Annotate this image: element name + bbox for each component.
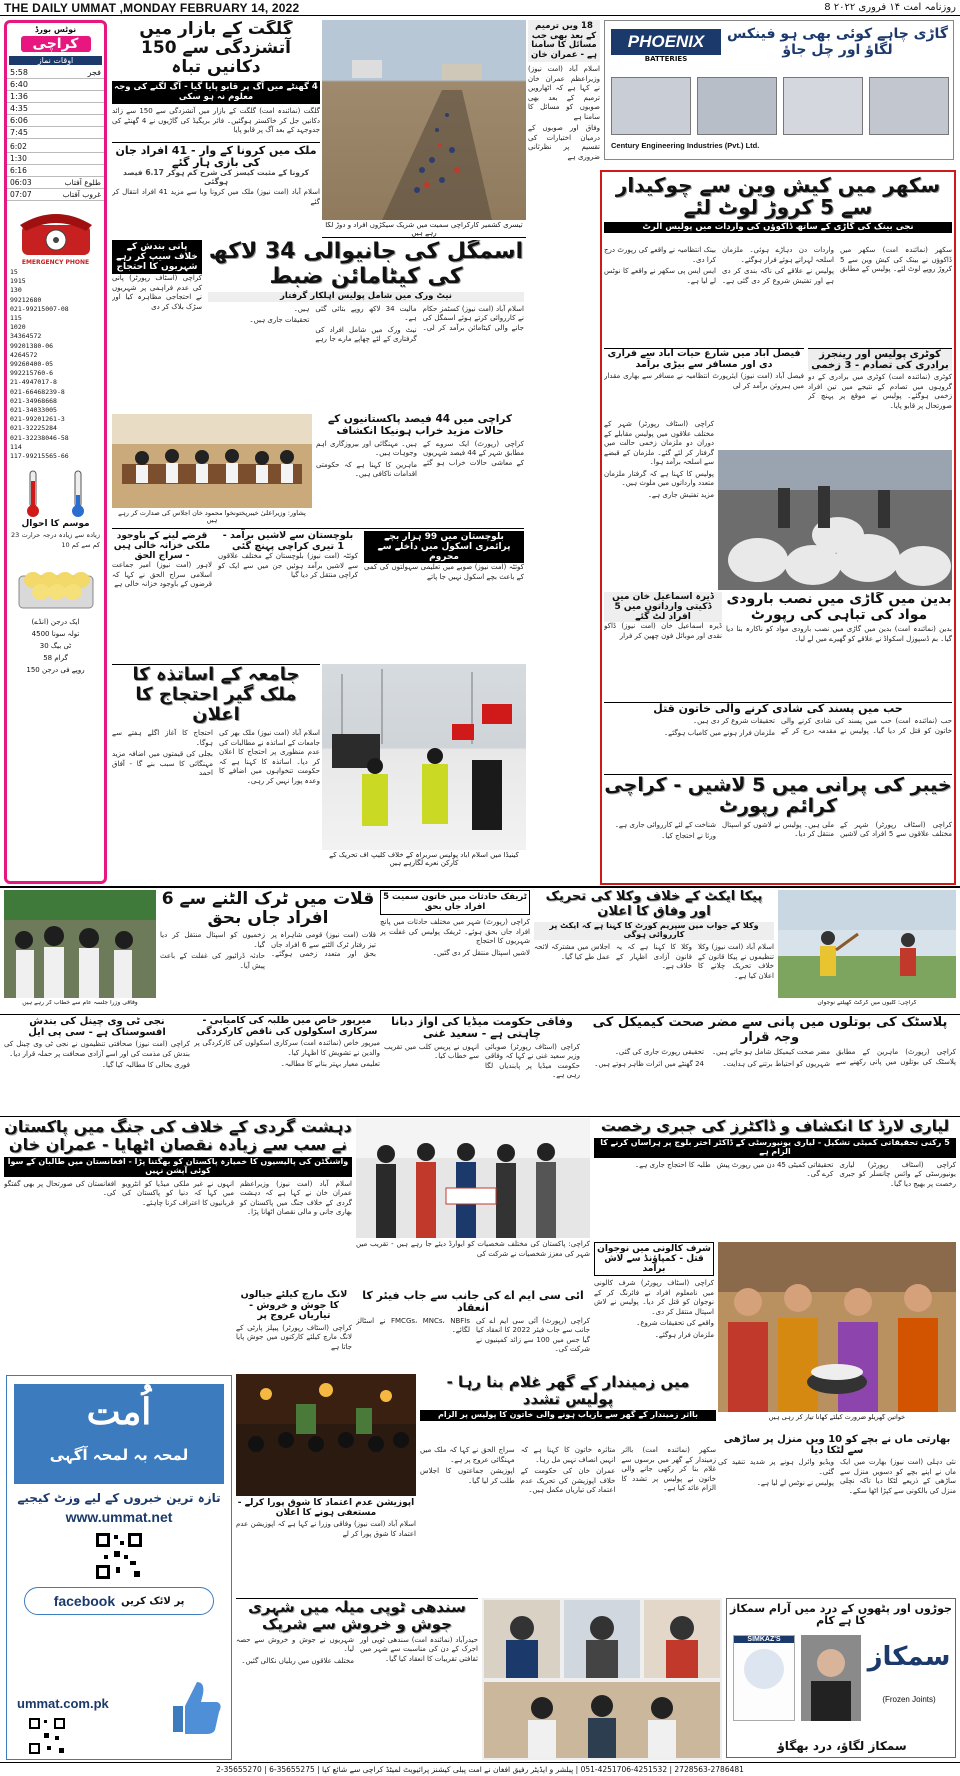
sun-time-row	[7, 189, 104, 201]
prayer-time-row	[7, 115, 104, 127]
section-divider	[0, 1116, 960, 1117]
night-rally-photo	[236, 1374, 416, 1496]
smuggling-headline: اسمگل کی جانیوالی 34 لاکھ کی کیٹامائن ضبط	[208, 240, 524, 289]
emergency-phone-number: 021-32238046-58	[10, 433, 69, 442]
balochistan-row	[112, 528, 524, 662]
water-shortage-box: پانی بندش کے خلاف سیپ کر رہے شہریوں کا احتجاج کراچی (اسٹاف رپورٹر) پانی کی عدم فراہمی پر شہریوں نے احتجاجی مظاہرہ کیا اور سڑک بلاک کر دی	[112, 242, 202, 311]
hub-headline: حب میں پسند کی شادی کرنے والی خاتون قتل	[653, 702, 903, 715]
teachers-story: جامعہ کے اساتذہ کا ملک گیر احتجاج کا اعلان اسلام آباد (امت نیوز) ملک بھر کی جامعات کے اساتذہ نے مطالبات کی عدم منظوری پر احتجاج کا اعلان کر دیا۔ اساتذہ کا کہنا ہے کہ حکومت تنخواہوں میں اضافے کا وعدہ پورا نہیں کر رہی۔ احتجاج کا آغاز اگلے ہفتے سے ہوگا۔ بجلی کی قیمتوں میں اضافہ مزید مہنگائی کا سبب بنے گا - آفاق احمد	[112, 664, 320, 884]
car-image	[783, 77, 863, 135]
terror-story: دہشت گردی کے خلاف کی جنگ میں پاکستان نے سب سے زیادہ نقصان اٹھایا - عمران خان واشنگٹن کی پالیسیوں کا خمیازہ پاکستان کو بھگتنا پڑا - افغانستان میں طالبان کے سوا کوئی آپشن نہیں اسلام آباد (امت نیوز) وزیراعظم عمران خان نے کہا ہے کہ دہشت گردی کے خلاف جنگ میں پاکستان کو بھاری جانی و مالی نقصان اٹھانا پڑا۔ انہوں نے غیر ملکی میڈیا کو انٹرویو میں کہا کہ دنیا کو پاکستان کی قربانیوں کا اعتراف کرنا چاہئے۔ افغانستان کی صورتحال پر بھی گفتگو کی۔	[4, 1118, 352, 1217]
terror-headline: دہشت گردی کے خلاف کی جنگ میں پاکستان نے سب سے زیادہ نقصان اٹھایا - عمران خان	[4, 1118, 352, 1154]
job-fair-headline: آئی سی ایم اے کی جانب سے جاب فیئر کا انعقاد	[362, 1290, 584, 1315]
eggs-label: ایک درجن (انڈے)	[31, 618, 80, 627]
phoenix-company: Century Engineering Industries (Pvt.) Ltd.	[611, 141, 760, 150]
footer-contacts: 2728563-2786481 | 051-4251706-4251532 | پبلشر و ایڈیٹر رفیق افغان نے امت پبلی کیشنز پرائیویٹ لمیٹڈ کراچی سے شائع کیا | 35655275-6 | 35655270-2	[0, 1762, 960, 1776]
sindhi-topi-headline: سندھی ٹوپی میلہ میں شہری جوش و خروش سے شریک	[248, 1598, 466, 1633]
gas-price: 30	[39, 642, 49, 651]
long-march-story: لانگ مارچ کیلئے جیالوں کا جوش و خروش - تیاریاں عروج پر کراچی (اسٹاف رپورٹر) پیپلز پارٹی کے لانگ مارچ کیلئے کارکنوں میں جوش پایا جاتا ہے	[236, 1290, 352, 1351]
budget-headline: قرضے لینے کے باوجود ملکی خزانہ خالی ہیں - سراج الحق	[113, 531, 211, 562]
emergency-phone-number: 115	[10, 314, 22, 323]
facebook-like-button[interactable]	[24, 1587, 214, 1615]
phoenix-brand: PHOENIX	[611, 29, 721, 55]
phoenix-urdu-slogan: گاڑی چاہے کوئی بھی ہو فینکس لگاؤ اور چل جاؤ	[727, 26, 948, 58]
quetta-headline: قلات میں ٹرک الٹنے سے 6 افراد جاں بحق	[161, 890, 375, 929]
sharf-story: شرف کالونی میں نوجوان قتل - کمپاؤنڈ سے لاش برآمد کراچی (اسٹاف رپورٹر) شرف کالونی میں نامعلوم افراد نے فائرنگ کر کے نوجوان کو قتل کر دیا۔ پولیس نے لاش اسپتال منتقل کر دی۔ واقعے کی تحقیقات شروع۔ ملزمان فرار ہوگئے۔	[594, 1244, 714, 1339]
protest-caption: کینیڈا میں اسلام آباد پولیس سربراہ کے خلاف کلیپ آف تحریک کے کارکن نعرے لگارہے ہیں	[329, 852, 519, 867]
thermometers	[11, 469, 100, 519]
faisalabad-story: فیصل آباد میں شارع حیات آباد سے فراری دی اور مسافر سے بیڑی برآمد فیصل آباد (امت نیوز) ایئرپورٹ انتظامیہ نے مسافر سے بھاری مقدار میں ہیروئن برآمد کر لی	[604, 348, 804, 418]
hub-story: حب میں پسند کی شادی کرنے والی خاتون قتل حب (نمائندہ امت) حب میں پسند کی شادی کرنے والی خاتون کو قتل کر دیا گیا۔ پولیس نے مقدمہ درج کر کے تحقیقات شروع کر دی ہیں۔ ملزمان فرار ہونے میں کامیاب ہوگئے۔	[604, 702, 952, 772]
meeting-photo	[112, 414, 312, 508]
rally-caption-box: وفاقی وزرا جلسہ عام سے خطاب کر رہے ہیں	[22, 1000, 138, 1006]
kashmir-march-photo	[322, 20, 526, 220]
emergency-phone-number: 4264572	[10, 350, 38, 359]
karachi-statistics-story: کراچی میں 44 فیصد پاکستانیوں کے حالات مزید خراب ہونیکا انکشاف کراچی (رپورٹ) ایک سروے کے مطابق شہر کے 44 فیصد شہریوں کے معاشی حالات خراب ہو گئے ہیں۔ مہنگائی اور بیروزگاری اہم وجوہات ہیں۔ ماہرین کا کہنا ہے کہ حکومتی اقدامات ناکافی ہیں۔	[316, 414, 524, 478]
sun-time-label: غروب آفتاب	[62, 190, 101, 199]
phoenix-product-strip	[611, 77, 949, 135]
eggs-icon	[17, 556, 95, 612]
school-story: بلوچستان میں 99 ہزار بچے پرائمری اسکول میں داخلے سے محروم کوئٹہ (امت نیوز) صوبے میں تعلیمی سہولتوں کی کمی کے باعث بچے اسکول نہیں جا پاتے	[364, 532, 524, 581]
prayer-time: 6:40	[10, 80, 28, 89]
emergency-phone-list	[7, 266, 104, 463]
prayer-time: 4:35	[10, 104, 28, 113]
covid-headline: ملک میں کرونا کے وار - 41 افراد جان کی بازی ہار گئے	[112, 142, 320, 170]
sun-time-value: 6:16	[10, 166, 27, 175]
sun-time-row	[7, 153, 104, 165]
ummat-visit-text: تازہ ترین خبروں کے لیے وزٹ کیجیے	[17, 1491, 221, 1505]
thermometer-cold-icon	[67, 469, 89, 519]
masthead	[0, 0, 960, 16]
prayer-times-title: اوقات نماز	[9, 56, 102, 65]
lyari-story: لیاری لارڈ کا انکشاف و ڈاکٹرز کی جبری رخصت 5 رکنی تحقیقاتی کمیٹی تشکیل - لیاری یونیورسٹی کے ڈاکٹر اختر بلوچ پر ہراساں کرنے کا الزام ہے کراچی (اسٹاف رپورٹر) لیاری یونیورسٹی کے وائس چانسلر کو جبری رخصت پر بھیج دیا گیا۔ تحقیقاتی کمیٹی 45 دن میں رپورٹ پیش کرے گی۔ طلبہ کا احتجاج جاری ہے۔	[594, 1118, 956, 1240]
facebook-label: facebook	[53, 1593, 116, 1610]
gilgit-subheadline: 4 گھنٹے میں آگ پر قابو پایا گیا - آگ لگنے کی وجہ معلوم نہ ہو سکی	[112, 81, 320, 104]
sun-time-row	[7, 141, 104, 153]
sukkur-body: سکھر (نمائندہ امت) سکھر میں ڈاکوؤں نے بینک کی کیش وین سے 5 کروڑ روپے لوٹ لئے۔ پولیس کے مطابق واردات دن دہاڑے ہوئی۔ ملزمان اسلحہ لہراتے ہوئے فرار ہوگئے۔ پولیس نے علاقے کی ناکہ بندی کر دی ہے اور تفتیش شروع کر دی گئی ہے۔ بینک انتظامیہ نے واقعے کی رپورٹ درج کرا دی۔ ایس ایس پی سکھر نے واقعے کا نوٹس لے لیا ہے۔	[604, 246, 952, 285]
city-badge: کراچی	[21, 36, 91, 52]
march-caption-box	[322, 222, 526, 238]
award-ceremony-photo	[356, 1118, 590, 1238]
flour-price: 150	[26, 666, 40, 675]
weather-text: زیادہ سے زیادہ درجہ حرارت 23 کم سے کم 10	[11, 531, 100, 549]
protest-caption-box	[322, 852, 526, 884]
sun-time-value: 06:03	[10, 178, 32, 187]
emergency-phone-number: 114	[10, 442, 22, 451]
left-crime-column: کراچی (اسٹاف رپورٹر) شہر کے مختلف علاقوں میں پولیس مقابلے کے دوران دو ملزمان زخمی حالت میں گرفتار کر لئے گئے۔ ملزمان کے قبضے سے اسلحہ برآمد ہوا۔ پولیس کا کہنا ہے کہ گرفتار ملزمان متعدد وارداتوں میں ملوث ہیں۔ مزید تفتیش جاری ہے۔	[604, 420, 714, 499]
prayer-time: 5:58	[10, 68, 28, 77]
opposition-story: اپوزیشن عدم اعتماد کا شوق پورا کرلے - مستعفی ہونے کا اعلان اسلام آباد (امت نیوز) وفاقی وزرا نے کہا ہے کہ اپوزیشن عدم اعتماد کا شوق پورا کر لے	[236, 1498, 416, 1538]
emergency-phone-number: 021-34033005	[10, 406, 57, 415]
plastic-story: پلاسٹک کی بوتلوں میں پانی سے مضر صحت کیمیکل کی وجہ قرار کراچی (رپورٹ) ماہرین کے مطابق پلاسٹک کی بوتلوں میں پانی رکھنے سے مضر صحت کیمیکل شامل ہو جاتے ہیں۔ شہریوں کو احتیاط برتنے کی ہدایت۔ تحقیقی رپورٹ جاری کی گئی۔ 24 گھنٹے میں اثرات ظاہر ہوتے ہیں۔	[584, 1016, 956, 1114]
mobile-story: پیکا ایکٹ کے خلاف وکلا کی تحریک اور وفاق کا اعلان وکلا کے جواب میں سپریم کورٹ کا کہنا ہے کہ ایکٹ پر کارروائی ہوگی اسلام آباد (امت نیوز) وکلا تنظیموں نے پیکا قانون کے خلاف تحریک چلانے کا اعلان کیا ہے۔ وکلا کا کہنا ہے کہ یہ قانون آزادی اظہار کے خلاف ہے۔ اجلاس میں مشترکہ لائحہ عمل طے کیا گیا۔	[534, 890, 774, 980]
cricket-photo	[778, 890, 956, 998]
badin-headline: بدین میں گاڑی میں نصب بارودی مواد کی تباہی کی رپورٹ	[726, 592, 952, 623]
lyari-headline: لیاری لارڈ کا انکشاف و ڈاکٹرز کی جبری رخصت	[600, 1118, 950, 1135]
emergency-label: EMERGENCY PHONE	[21, 259, 90, 266]
section-divider	[0, 886, 960, 888]
prayer-time: 7:45	[10, 128, 28, 137]
kotri-story: کوٹری پولیس اور رینجرز برادری کی تصادم - 3 زخمی کوٹری (نمائندہ امت) کوٹری میں برادری کے دو گروہوں میں تصادم کے نتیجے میں تین افراد زخمی ہوگئے۔ پولیس نے موقع پر پہنچ کر صورتحال پر قابو پایا۔	[808, 348, 952, 448]
prayer-time: 1:36	[10, 92, 28, 101]
covid-subheadline: کرونا کے مثبت کیسز کی شرح کم ہوکر 6.17 فیصد ہوگئی	[123, 168, 309, 186]
collage-photo	[482, 1598, 722, 1760]
award-story: کراچی: پاکستان کی مختلف شخصیات کو ایوارڈ دیئے جا رہے ہیں - تقریب میں شہر کی معزز شخصیات نے شرکت کی	[356, 1240, 590, 1258]
emergency-phone-number: 992215760-6	[10, 369, 54, 378]
emergency-phone-number: 021-34968668	[10, 396, 57, 405]
battery-image	[611, 77, 691, 135]
sun-time-value: 07:07	[10, 190, 32, 199]
facebook-like-text: پر لائک کریں	[121, 1595, 185, 1607]
sun-times-table	[7, 141, 104, 201]
rally-photo	[4, 890, 156, 998]
dera-ismail-story: ڈیرہ اسماعیل خان میں ڈکیتی وارداتوں میں 5 افراد لٹ گئے ڈیرہ اسماعیل خان (امت نیوز) ڈاکو نقدی اور موبائل فون چھین کر فرار	[604, 592, 722, 640]
battery-image	[697, 77, 777, 135]
simkaz-slogan: سمکاز لگاؤ، درد بھگاؤ	[777, 1738, 907, 1753]
balochistan-headline: بلوچستان سے لاشیں برآمد - 1 تیری کراچی پہنچ گئی	[222, 530, 354, 552]
telephone-icon	[16, 207, 96, 257]
canada-protest-photo	[322, 664, 526, 850]
prayer-time: 6:06	[10, 116, 28, 125]
kk-headline: خیبر کی پرانی میں 5 لاشیں - کراچی کرائم رپورٹ	[604, 774, 952, 818]
ummat-promo-ad[interactable]	[6, 1375, 232, 1760]
ummat-pk-link[interactable]: ummat.com.pk	[17, 1696, 109, 1711]
landlord-story: میں زمیندار کے گھر غلام بنا رہا - پولیس تشدد بااثر زمیندار کے گھر سے بازیاب ہونے والی خاتون کا پولیس پر الزام	[420, 1374, 716, 1444]
section-divider	[0, 1014, 960, 1015]
smuggling-story: پانی بندش کے خلاف سیپ کر رہے شہریوں کا احتجاج کراچی (اسٹاف رپورٹر) پانی کی عدم فراہمی پر شہریوں نے احتجاجی مظاہرہ کیا اور سڑک بلاک کر دی اسمگل کی جانیوالی 34 لاکھ کی کیٹامائن ضبط نیٹ ورک میں شامل پولیس اہلکار گرفتار اسلام آباد (امت نیوز) کسٹمز حکام نے کارروائی کرتے ہوئے اسمگل کی جانے والی کیٹامائن برآمد کر لی۔ مالیت 34 لاکھ روپے بتائی گئی ہے۔ نیٹ ورک میں شامل افراد کی گرفتاری کے لئے چھاپے مارے جا رہے ہیں۔ تحقیقات جاری ہیں۔	[112, 240, 524, 344]
balochistan-story: بلوچستان سے لاشیں برآمد - 1 تیری کراچی پہنچ گئی کوئٹہ (امت نیوز) بلوچستان کے مختلف علاقوں سے لاشیں برآمد ہوئیں جن میں سے ایک کو کراچی منتقل کر دیا گیا	[218, 530, 358, 580]
car-image	[869, 77, 949, 135]
prayer-time-row	[7, 79, 104, 91]
emergency-phone-number: 99201380-06	[10, 341, 54, 350]
meeting-caption-box: پشاور: وزیراعلیٰ خیبرپختونخوا محمود خان اجلاس کی صدارت کر رہے ہیں	[118, 510, 306, 524]
emergency-phone-number: 99260400-05	[10, 360, 54, 369]
women-caption-box: خواتین گھریلو ضرورت کیلئے کھانا تیار کر رہی ہیں	[768, 1414, 906, 1421]
sindhi-topi-story: سندھی ٹوپی میلہ میں شہری جوش و خروش سے شریک حیدرآباد (نمائندہ امت) سندھی ٹوپی اور اجرک کے دن کی مناسبت سے شہر میں ثقافتی تقریبات کا انعقاد کیا گیا۔ شہریوں نے جوش و خروش سے حصہ لیا۔ مختلف علاقوں میں ریلیاں نکالی گئیں۔	[236, 1598, 478, 1760]
sun-time-value: 1:30	[10, 154, 27, 163]
emergency-phone-number: 021-66468239-8	[10, 387, 65, 396]
amendment-headline: 18 ویں ترمیم کے بعد بھی جب مسائل کا سامنا ہے - عمران خان	[528, 20, 600, 62]
prayer-time-row	[7, 91, 104, 103]
masthead-urdu-date: روزنامہ امت ۱۴ فروری ۲۰۲۲ 8	[824, 2, 956, 13]
badin-story: ڈیرہ اسماعیل خان میں ڈکیتی وارداتوں میں 5 افراد لٹ گئے ڈیرہ اسماعیل خان (امت نیوز) ڈاکو نقدی اور موبائل فون چھین کر فرار بدین میں گاڑی میں نصب بارودی مواد کی تباہی کی رپورٹ بدین (نمائندہ امت) بدین میں گاڑی میں نصب بارودی مواد کو ناکارہ بنا دیا گیا۔ بم ڈسپوزل اسکواڈ نے علاقے کو گھیرے میں لے لیا۔	[604, 592, 952, 700]
gold-price: 4500	[31, 630, 50, 639]
kk-story: خیبر کی پرانی میں 5 لاشیں - کراچی کرائم رپورٹ کراچی (اسٹاف رپورٹر) شہر کے مختلف علاقوں سے 5 افراد کی لاشیں ملی ہیں۔ پولیس نے لاشوں کو اسپتال منتقل کر دیا۔ شناخت کے لئے کارروائی جاری ہے۔ ورثا نے احتجاج کیا۔	[604, 774, 952, 882]
karachi-stats-headline: کراچی میں 44 فیصد پاکستانیوں کے حالات مزید خراب ہونیکا انکشاف	[327, 414, 513, 437]
weather-temp: 23	[11, 531, 20, 540]
prayer-time-row	[7, 103, 104, 115]
student-story: ٹریفک حادثات میں خاتون سمیت 5 افراد جاں بحق کراچی (رپورٹ) شہر میں مختلف حادثات میں پانچ افراد جاں بحق ہوئے۔ ٹریفک پولیس کی غفلت پر شہریوں کا احتجاج لاشیں اسپتال منتقل کر دی گئیں۔	[380, 892, 530, 957]
amendment-story: 18 ویں ترمیم کے بعد بھی جب مسائل کا سامنا ہے - عمران خان اسلام آباد (امت نیوز) وزیراعظم عمران خان نے کہا ہے کہ اٹھارویں ترمیم کے بعد بھی صوبوں کو مسائل کا سامنا ہے وفاق اور صوبوں کے درمیان اختیارات کی تقسیم پر نظرثانی ضروری ہے	[528, 21, 600, 161]
prayer-time-row	[7, 127, 104, 139]
sun-time-row	[7, 165, 104, 177]
ummat-tagline: لمحہ بہ لمحہ آگہی	[49, 1446, 189, 1464]
doctor-portrait	[801, 1635, 861, 1721]
masthead-title: THE DAILY UMMAT ,MONDAY FEBRUARY 14, 2022	[4, 0, 300, 15]
landlord-headline: میں زمیندار کے گھر غلام بنا رہا - پولیس تشدد	[446, 1374, 690, 1408]
emergency-phone-number: 1915	[10, 277, 26, 286]
weather-low: 10	[61, 540, 70, 549]
meat-price: 58	[43, 654, 53, 663]
faisalabad-headline: فیصل آباد میں شارع حیات آباد سے فراری دی اور مسافر سے بیڑی برآمد	[607, 348, 801, 370]
simkaz-product-box: SIMKAZ'S	[733, 1635, 795, 1721]
notice-board-sidebar	[4, 20, 107, 884]
plastic-headline: پلاسٹک کی بوتلوں میں پانی سے مضر صحت کیمیکل کی وجہ قرار	[592, 1016, 948, 1045]
landlord-body: سکھر (نمائندہ امت) بااثر زمیندار کے گھر میں برسوں سے غلام بنا کر رکھی جانے والی خاتون نے پولیس پر تشدد کا الزام عائد کیا ہے۔ متاثرہ خاتون کا کہنا ہے کہ انہیں انصاف نہیں مل رہا۔ عمران خان کی حکومت کے خلاف اپوزیشن کی تحریک عدم اعتماد کی تیاریاں مکمل ہیں۔ سراج الحق نے کہا کہ ملک میں مہنگائی عروج پر ہے۔ اپوزیشن جماعتوں کا اجلاس طلب کر لیا گیا۔	[420, 1446, 716, 1494]
emergency-phone-number: 99212680	[10, 295, 42, 304]
smuggling-subheadline: نیٹ ورک میں شامل پولیس اہلکار گرفتار	[208, 292, 524, 302]
phoenix-tagline: BATTERIES	[644, 55, 688, 63]
students-story: میرپور خاص میں طلبہ کی کامیابی - سرکاری اسکولوں کی ناقص کارکردگی میرپور خاص (نمائندہ امت) سرکاری اسکولوں کی کارکردگی پر والدین نے تشویش کا اظہار کیا۔ تعلیمی معیار بہتر بنانے کا مطالبہ۔	[194, 1016, 380, 1069]
sukkur-subheadline: نجی بینک کی گاڑی کے ساتھ ڈاکوؤں کی واردات میں پولیس الرٹ	[604, 222, 952, 234]
media-headline: وفاقی حکومت میڈیا کی آواز دبانا چاہتی ہے - سعید غنی	[391, 1016, 573, 1041]
balcony-story: بھارتی ماں نے بچے کو 10 ویں منزل پر ساڑھی سے لٹکا دیا نئی دہلی (امت نیوز) بھارت میں ایک ماں نے اپنے بچے کو دسویں منزل سے ساڑھی کے ذریعے لٹکا دیا تاکہ نچلی منزل کی بالکونی سے کپڑا اٹھا سکے۔ ویڈیو وائرل ہونے پر شدید تنقید کی گئی۔ پولیس نے نوٹس لے لیا ہے۔	[718, 1434, 956, 1495]
kotri-headline: کوٹری پولیس اور رینجرز برادری کی تصادم - 3 زخمی	[808, 349, 952, 371]
mobile-headline: پیکا ایکٹ کے خلاف وکلا کی تحریک اور وفاق کا اعلان	[545, 890, 763, 919]
notice-board-label: نوٹس بورڈ	[34, 25, 77, 34]
women-cooking-photo	[718, 1242, 956, 1412]
sun-time-row	[7, 177, 104, 189]
budget-story: قرضے لینے کے باوجود ملکی خزانہ خالی ہیں - سراج الحق لاہور (امت نیوز) امیر جماعت اسلامی سراج الحق نے کہا کہ قرضوں کے باوجود خزانہ خالی ہے	[112, 531, 212, 589]
ummat-logo	[14, 1384, 224, 1484]
sukkur-cash-story	[604, 174, 952, 244]
simkaz-ad[interactable]	[726, 1598, 956, 1758]
cpec-story: نجی ٹی وی چینل کی بندش افسوسناک ہے - سی پی ایل کراچی (امت نیوز) صحافتی تنظیموں نے نجی ٹی وی چینل کی بندش کی مذمت کی اور اسے آزادی صحافت پر حملہ قرار دیا۔ فوری بحالی کا مطالبہ کیا گیا۔	[4, 1016, 190, 1070]
qr-code-icon[interactable]	[94, 1531, 144, 1581]
sukkur-headline: سکھر میں کیش وین سے چوکیدار سے 5 کروڑ لوٹ لئے	[615, 174, 941, 220]
simkaz-headline: جوڑوں اور پٹھوں کے درد میں آرام سمکاز کا ہے کام	[730, 1602, 952, 1628]
media-story: وفاقی حکومت میڈیا کی آواز دبانا چاہتی ہے - سعید غنی کراچی (اسٹاف رپورٹر) صوبائی وزیر سعید غنی نے کہا کہ وفاقی حکومت میڈیا پر پابندیاں لگا رہی ہے۔ انہوں نے پریس کلب میں تقریب سے خطاب کیا۔	[384, 1016, 580, 1080]
emergency-phone-number: 021-99201261-3	[10, 415, 65, 424]
long-march-headline: لانگ مارچ کیلئے جیالوں کا جوش و خروش - تیاریاں عروج پر	[240, 1290, 348, 1322]
ummat-website-link[interactable]: www.ummat.net	[65, 1509, 173, 1526]
simkaz-brand: سمکاز	[867, 1642, 951, 1672]
emergency-phone-number: 021-99215007-08	[10, 304, 69, 313]
job-fair-story: آئی سی ایم اے کی جانب سے جاب فیئر کا انعقاد کراچی (رپورٹ) آئی سی ایم اے کی جانب سے جاب فیئر 2022 کا انعقاد کیا گیا جس میں 100 سے زائد کمپنیوں نے شرکت کی۔ FMCGs، MNCs، NBFIs نے اسٹالز لگائے۔	[356, 1290, 590, 1354]
gilgit-fire-story: گلگت کے بازار میں آتشزدگی سے 150 دکانیں تباہ 4 گھنٹے میں آگ پر قابو پایا گیا - آگ لگنے کی وجہ معلوم نہ ہو سکی گلگت (نمائندہ امت) گلگت کے بازار میں آتشزدگی سے 150 سے زائد دکانیں جل کر خاکستر ہوگئیں۔ فائر بریگیڈ کی گاڑیوں نے 4 گھنٹے کی جدوجہد کے بعد آگ پر قابو پایا ملک میں کرونا کے وار - 41 افراد جان کی بازی ہار گئے کرونا کے مثبت کیسز کی شرح کم ہوکر 6.17 فیصد ہوگئی اسلام آباد (امت نیوز) ملک میں کرونا وبا سے مزید 41 افراد انتقال کر گئے	[112, 20, 320, 206]
cricket-caption-box: کراچی: گلیوں میں کرکٹ کھیلتے نوجوان	[817, 1000, 917, 1006]
emergency-phone-number: 117-99215565-66	[10, 452, 69, 461]
emergency-phone-number: 021-32225284	[10, 424, 57, 433]
teachers-headline: جامعہ کے اساتذہ کا ملک گیر احتجاج کا اعلان	[132, 664, 300, 726]
weather-title: موسم کا احوال	[21, 519, 90, 530]
emergency-phone-number: 21-4947017-8	[10, 378, 57, 387]
qr-code-icon[interactable]	[27, 1716, 67, 1756]
sun-time-label: طلوع آفتاب	[64, 178, 101, 187]
simkaz-sub: (Frozen Joints)	[882, 1695, 936, 1704]
thermometer-hot-icon	[22, 469, 44, 519]
phoenix-battery-ad[interactable]	[604, 20, 954, 160]
price-list: ایک درجن (انڈے) تولہ سونا 4500 ٹی بیگ 30 گرام 58 روپے فی درجن 150	[7, 616, 104, 676]
sun-time-value: 6:02	[10, 142, 27, 151]
emergency-phone-number: 15	[10, 268, 18, 276]
march-caption: تیسری کشمیر کارکراچی سمیت میں شریک سیکڑوں افراد و دوڑ لگا رہے ہیں	[325, 222, 523, 237]
emergency-phone-number: 34364572	[10, 332, 42, 341]
emergency-phone-number: 1020	[10, 323, 26, 332]
gilgit-headline: گلگت کے بازار میں آتشزدگی سے 150 دکانیں تباہ	[139, 20, 293, 78]
quetta-story: قلات میں ٹرک الٹنے سے 6 افراد جاں بحق قلات (امت نیوز) قومی شاہراہ پر تیز رفتار ٹرک الٹنے سے 6 افراد جاں بحق اور متعدد زخمی ہوگئے۔ زخمیوں کو اسپتال منتقل کر دیا گیا۔ حادثہ ڈرائیور کی غفلت کے باعث پیش آیا۔	[160, 890, 376, 970]
emergency-phone-number: 130	[10, 286, 22, 295]
balcony-headline: بھارتی ماں نے بچے کو 10 ویں منزل پر ساڑھی سے لٹکا دیا	[723, 1434, 951, 1457]
seized-goods-photo	[718, 450, 952, 590]
prayer-name: فجر	[87, 68, 101, 77]
ummat-logo-text: اُمت	[86, 1391, 152, 1433]
prayer-time-row	[7, 67, 104, 79]
thumbs-up-icon	[163, 1676, 223, 1736]
prayer-times-table	[7, 67, 104, 139]
